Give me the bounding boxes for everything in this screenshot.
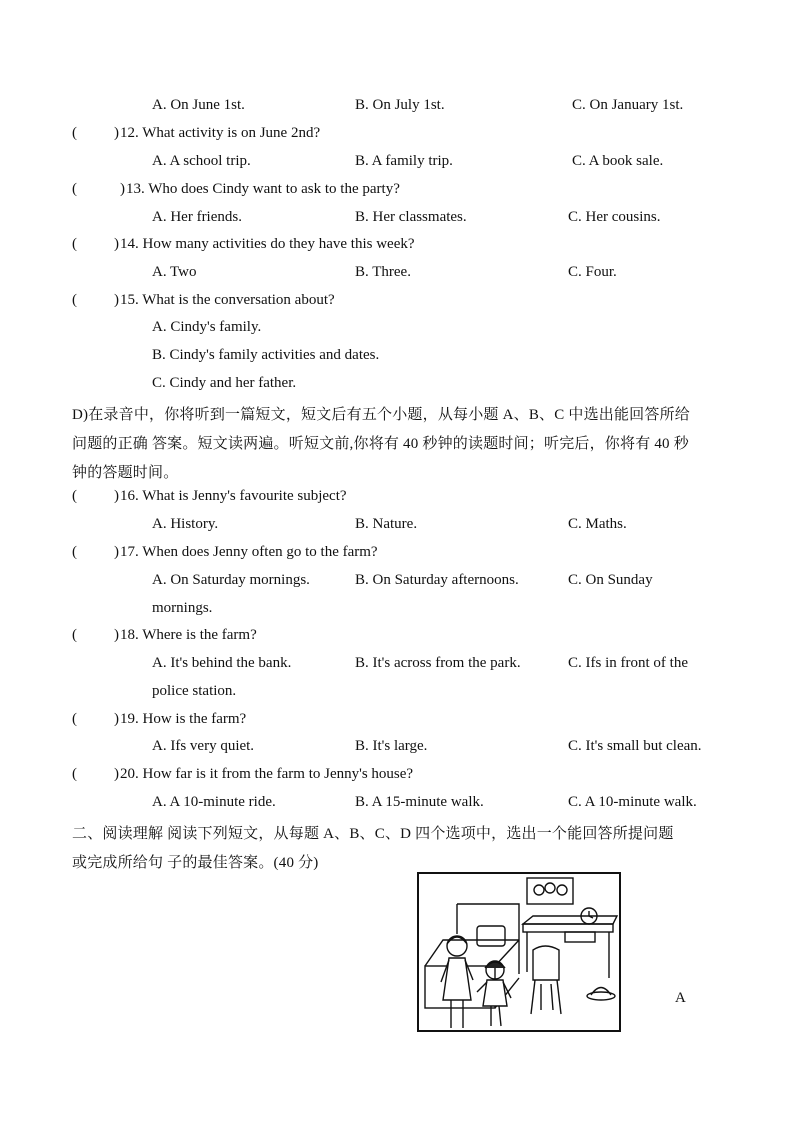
q19-option-b: B. It's large.	[355, 738, 428, 754]
answer-paren-open[interactable]: (	[72, 181, 77, 197]
answer-paren-close: )	[120, 181, 125, 197]
room-drawing	[419, 874, 619, 1030]
question-12: 12. What activity is on June 2nd?	[120, 125, 321, 141]
answer-paren-open[interactable]: (	[72, 488, 77, 504]
question-17: 17. When does Jenny often go to the farm?	[120, 544, 378, 560]
q20-option-c: C. A 10-minute walk.	[568, 794, 697, 810]
q13-option-a: A. Her friends.	[152, 209, 242, 225]
question-15: 15. What is the conversation about?	[120, 292, 335, 308]
section-d-instructions-line2: 问题的正确 答案。短文读两遍。听短文前,你将有 40 秒钟的读题时间；听完后，你将有 40 秒	[72, 436, 689, 452]
q15-option-b: B. Cindy's family activities and dates.	[152, 347, 380, 363]
question-20: 20. How far is it from the farm to Jenny's house?	[120, 766, 414, 782]
q12-option-b: B. A family trip.	[355, 153, 453, 169]
q18-option-b: B. It's across from the park.	[355, 655, 521, 671]
section-d-instructions-line3: 钟的答题时间。	[72, 465, 179, 481]
q11-option-a: A. On June 1st.	[152, 97, 245, 113]
q17-option-a: A. On Saturday mornings.	[152, 572, 310, 588]
q19-option-c: C. It's small but clean.	[568, 738, 702, 754]
q17-option-c-wrap: mornings.	[152, 600, 213, 616]
answer-paren-close: )	[114, 544, 119, 560]
question-18: 18. Where is the farm?	[120, 627, 257, 643]
q18-option-a: A. It's behind the bank.	[152, 655, 292, 671]
q11-option-c: C. On January 1st.	[572, 97, 684, 113]
pillow	[477, 926, 505, 946]
q14-option-a: A. Two	[152, 264, 197, 280]
answer-paren-open[interactable]: (	[72, 711, 77, 727]
q19-option-a: A. Ifs very quiet.	[152, 738, 255, 754]
q17-option-b: B. On Saturday afternoons.	[355, 572, 519, 588]
answer-paren-open[interactable]: (	[72, 236, 77, 252]
older-girl-figure	[441, 936, 473, 1028]
answer-paren-close: )	[114, 292, 119, 308]
q16-option-a: A. History.	[152, 516, 219, 532]
q18-option-c: C. Ifs in front of the	[568, 655, 688, 671]
room-illustration	[417, 872, 621, 1032]
answer-paren-close: )	[114, 488, 119, 504]
q16-option-b: B. Nature.	[355, 516, 418, 532]
q12-option-c: C. A book sale.	[572, 153, 664, 169]
answer-paren-open[interactable]: (	[72, 292, 77, 308]
q20-option-a: A. A 10-minute ride.	[152, 794, 276, 810]
q14-option-b: B. Three.	[355, 264, 411, 280]
q15-option-a: A. Cindy's family.	[152, 319, 262, 335]
q11-option-b: B. On July 1st.	[355, 97, 445, 113]
q20-option-b: B. A 15-minute walk.	[355, 794, 484, 810]
answer-paren-open[interactable]: (	[72, 544, 77, 560]
question-13: 13. Who does Cindy want to ask to the party?	[126, 181, 400, 197]
q13-option-c: C. Her cousins.	[568, 209, 661, 225]
section-two-instructions-line1: 二、阅读理解 阅读下列短文，从每题 A、B、C、D 四个选项中，选出一个能回答所提问题	[72, 826, 674, 842]
q12-option-a: A. A school trip.	[152, 153, 251, 169]
answer-paren-close: )	[114, 236, 119, 252]
q14-option-c: C. Four.	[568, 264, 617, 280]
chair	[533, 946, 559, 980]
answer-paren-close: )	[114, 766, 119, 782]
question-16: 16. What is Jenny's favourite subject?	[120, 488, 347, 504]
answer-paren-open[interactable]: (	[72, 766, 77, 782]
passage-label: A	[675, 990, 686, 1006]
q17-option-c: C. On Sunday	[568, 572, 653, 588]
q16-option-c: C. Maths.	[568, 516, 627, 532]
answer-paren-open[interactable]: (	[72, 125, 77, 141]
answer-paren-close: )	[114, 125, 119, 141]
question-14: 14. How many activities do they have this week?	[120, 236, 415, 252]
desk-top	[523, 924, 613, 932]
hat-icon	[587, 992, 615, 1000]
q13-option-b: B. Her classmates.	[355, 209, 467, 225]
answer-paren-close: )	[114, 627, 119, 643]
answer-paren-close: )	[114, 711, 119, 727]
answer-paren-open[interactable]: (	[72, 627, 77, 643]
section-d-instructions-line1: D)在录音中，你将听到一篇短文，短文后有五个小题，从每小题 A、B、C 中选出能回答所给	[72, 407, 690, 423]
question-19: 19. How is the farm?	[120, 711, 247, 727]
q15-option-c: C. Cindy and her father.	[152, 375, 297, 391]
q18-option-c-wrap: police station.	[152, 683, 237, 699]
section-two-instructions-line2: 或完成所给句 子的最佳答案。(40 分)	[72, 855, 319, 871]
